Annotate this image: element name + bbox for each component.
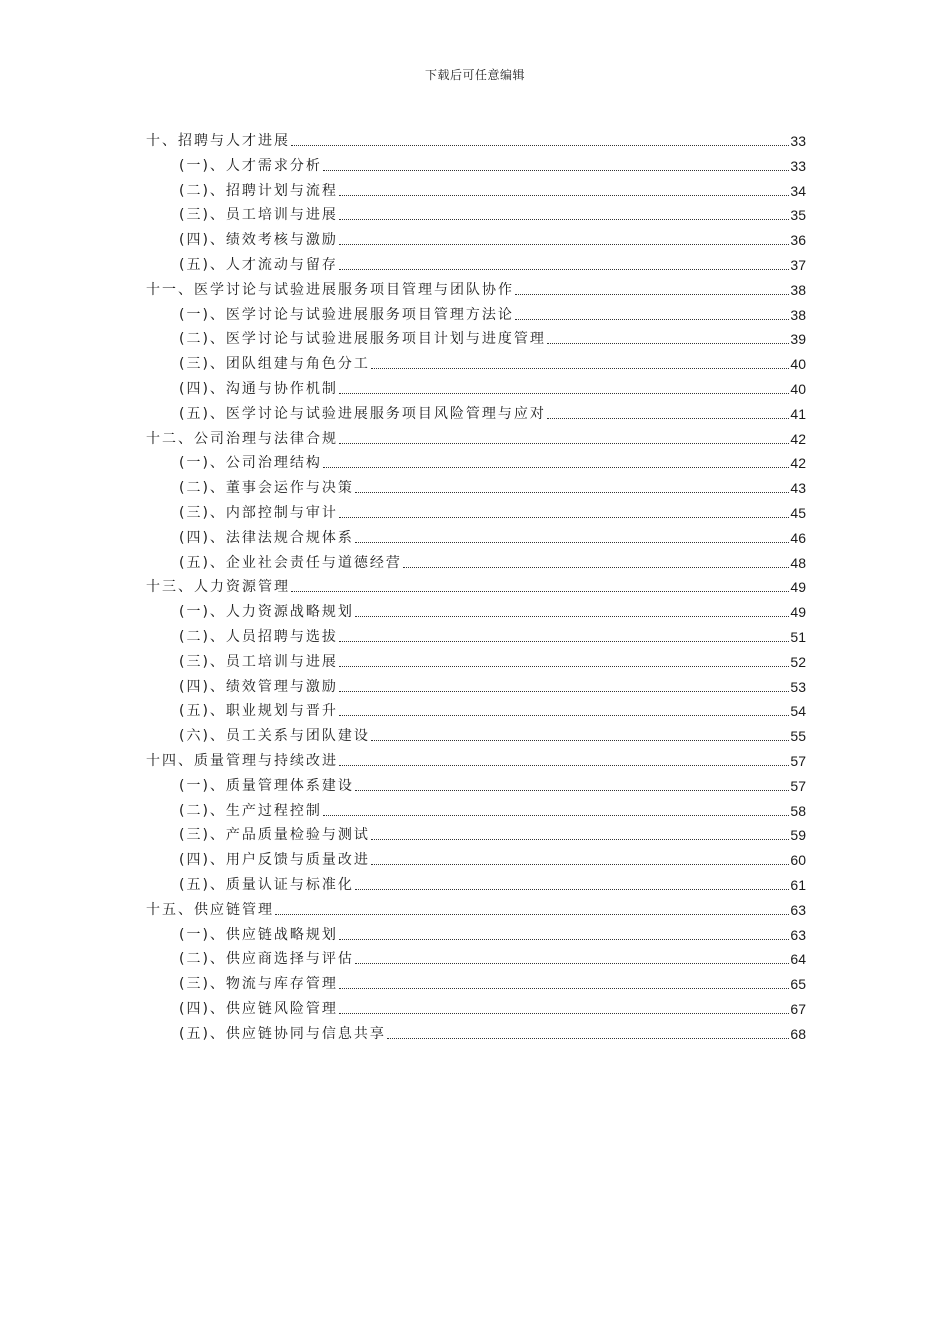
toc-entry-label: 十四、质量管理与持续改进: [146, 753, 338, 769]
toc-entry-label: 十二、公司治理与法律合规: [146, 430, 338, 447]
toc-entry-label: (五)、企业社会责任与道德经营: [179, 554, 402, 571]
toc-page-number: 54: [790, 703, 806, 720]
toc-dot-leader: [403, 566, 789, 568]
toc-section-entry[interactable]: [179, 250, 806, 274]
toc-page-number: 48: [790, 554, 806, 571]
toc-section-entry[interactable]: [179, 448, 806, 472]
toc-section-entry[interactable]: [179, 200, 806, 224]
toc-page-number: 42: [790, 455, 806, 472]
toc-dot-leader: [371, 863, 789, 865]
toc-entry-label: (六)、员工关系与团队建设: [179, 728, 370, 745]
toc-section-entry[interactable]: [179, 870, 806, 894]
toc-dot-leader: [275, 913, 789, 915]
toc-section-entry[interactable]: [179, 771, 806, 795]
toc-page-number: 33: [790, 157, 806, 174]
toc-entry-label: (二)、招聘计划与流程: [179, 182, 338, 199]
toc-page-number: 51: [790, 629, 806, 645]
toc-chapter-entry[interactable]: [146, 126, 806, 150]
toc-section-entry[interactable]: [179, 1019, 806, 1043]
toc-dot-leader: [339, 243, 789, 245]
toc-dot-leader: [547, 342, 789, 344]
toc-page-number: 65: [790, 976, 806, 993]
toc-section-entry[interactable]: [179, 225, 806, 249]
toc-entry-label: (四)、沟通与协作机制: [179, 381, 338, 397]
toc-entry-label: (五)、人才流动与留存: [179, 257, 338, 273]
toc-section-entry[interactable]: [179, 647, 806, 671]
toc-dot-leader: [339, 516, 789, 518]
toc-page-number: 52: [790, 653, 806, 670]
toc-page-number: 35: [790, 207, 806, 224]
toc-dot-leader: [355, 491, 789, 493]
toc-entry-label: (一)、人力资源战略规划: [179, 604, 354, 621]
toc-chapter-entry[interactable]: [146, 746, 806, 770]
toc-entry-label: (五)、质量认证与标准化: [179, 877, 354, 893]
toc-dot-leader: [355, 615, 789, 617]
toc-section-entry[interactable]: [179, 473, 806, 497]
toc-section-entry[interactable]: [179, 300, 806, 324]
toc-entry-label: (二)、人员招聘与选拔: [179, 629, 338, 645]
toc-dot-leader: [323, 169, 789, 171]
toc-dot-leader: [339, 268, 789, 270]
toc-page-number: 42: [790, 430, 806, 447]
toc-section-entry[interactable]: [179, 845, 806, 869]
toc-page-number: 34: [790, 182, 806, 199]
toc-page-number: 43: [790, 480, 806, 497]
toc-section-entry[interactable]: [179, 721, 806, 745]
toc-entry-label: (三)、内部控制与审计: [179, 505, 338, 521]
toc-page-number: 38: [790, 306, 806, 323]
toc-page-number: 37: [790, 257, 806, 273]
toc-section-entry[interactable]: [179, 820, 806, 844]
toc-section-entry[interactable]: [179, 994, 806, 1018]
toc-dot-leader: [339, 218, 789, 220]
toc-entry-label: (二)、供应商选择与评估: [179, 951, 354, 968]
toc-page-number: 38: [790, 281, 806, 298]
toc-dot-leader: [371, 367, 789, 369]
toc-dot-leader: [339, 194, 789, 196]
toc-dot-leader: [339, 392, 789, 394]
toc-page-number: 68: [790, 1025, 806, 1042]
toc-page-number: 45: [790, 505, 806, 521]
toc-dot-leader: [291, 144, 789, 146]
toc-entry-label: (四)、供应链风险管理: [179, 1001, 338, 1017]
toc-section-entry[interactable]: [179, 548, 806, 572]
toc-entry-label: (一)、公司治理结构: [179, 455, 322, 472]
toc-entry-label: (一)、供应链战略规划: [179, 926, 338, 943]
toc-page-number: 61: [790, 877, 806, 893]
toc-section-entry[interactable]: [179, 920, 806, 944]
toc-page-number: 49: [790, 579, 806, 596]
toc-dot-leader: [515, 318, 789, 320]
toc-section-entry[interactable]: [179, 696, 806, 720]
toc-page-number: 59: [790, 827, 806, 844]
toc-entry-label: (四)、绩效管理与激励: [179, 678, 338, 695]
toc-section-entry[interactable]: [179, 399, 806, 423]
toc-dot-leader: [339, 442, 789, 444]
toc-entry-label: (三)、员工培训与进展: [179, 207, 338, 224]
toc-dot-leader: [339, 714, 789, 716]
toc-dot-leader: [339, 938, 789, 940]
toc-chapter-entry[interactable]: [146, 895, 806, 919]
toc-dot-leader: [371, 838, 789, 840]
toc-entry-label: 十一、医学讨论与试验进展服务项目管理与团队协作: [146, 281, 514, 298]
toc-dot-leader: [339, 764, 789, 766]
toc-page-number: 46: [790, 529, 806, 546]
toc-entry-label: (三)、员工培训与进展: [179, 653, 338, 670]
toc-page-number: 33: [790, 133, 806, 149]
toc-page-number: 40: [790, 356, 806, 373]
toc-entry-label: 十三、人力资源管理: [146, 579, 290, 596]
toc-entry-label: (五)、供应链协同与信息共享: [179, 1025, 386, 1042]
toc-dot-leader: [323, 466, 789, 468]
toc-dot-leader: [355, 962, 789, 964]
toc-entry-label: (五)、职业规划与晋升: [179, 703, 338, 720]
toc-entry-label: (二)、生产过程控制: [179, 802, 322, 819]
toc-section-entry[interactable]: [179, 151, 806, 175]
toc-page-number: 63: [790, 926, 806, 943]
toc-page-number: 57: [790, 753, 806, 769]
toc-page-number: 63: [790, 901, 806, 918]
toc-dot-leader: [355, 541, 789, 543]
toc-entry-label: (二)、董事会运作与决策: [179, 480, 354, 497]
toc-page-number: 39: [790, 331, 806, 348]
toc-page-number: 36: [790, 232, 806, 249]
toc-dot-leader: [339, 640, 789, 642]
toc-section-entry[interactable]: [179, 324, 806, 348]
toc-page-number: 57: [790, 777, 806, 794]
toc-entry-label: (一)、质量管理体系建设: [179, 777, 354, 794]
toc-dot-leader: [339, 987, 789, 989]
toc-section-entry[interactable]: [179, 176, 806, 200]
toc-entry-label: (五)、医学讨论与试验进展服务项目风险管理与应对: [179, 405, 546, 422]
toc-entry-label: (四)、绩效考核与激励: [179, 232, 338, 249]
toc-entry-label: (一)、医学讨论与试验进展服务项目管理方法论: [179, 306, 514, 323]
toc-dot-leader: [371, 739, 789, 741]
toc-section-entry[interactable]: [179, 523, 806, 547]
toc-page-number: 49: [790, 604, 806, 621]
toc-section-entry[interactable]: [179, 672, 806, 696]
toc-chapter-entry[interactable]: [146, 572, 806, 596]
toc-section-entry[interactable]: [179, 597, 806, 621]
toc-page-number: 41: [790, 405, 806, 422]
toc-page-number: 64: [790, 951, 806, 968]
toc-page-number: 60: [790, 852, 806, 869]
toc-entry-label: (四)、法律法规合规体系: [179, 529, 354, 546]
toc-section-entry[interactable]: [179, 374, 806, 398]
toc-chapter-entry[interactable]: [146, 275, 806, 299]
toc-section-entry[interactable]: [179, 498, 806, 522]
toc-chapter-entry[interactable]: [146, 424, 806, 448]
toc-dot-leader: [291, 590, 789, 592]
toc-section-entry[interactable]: [179, 349, 806, 373]
toc-section-entry[interactable]: [179, 796, 806, 820]
toc-entry-label: (三)、物流与库存管理: [179, 976, 338, 993]
toc-entry-label: (二)、医学讨论与试验进展服务项目计划与进度管理: [179, 331, 546, 348]
page-header: 下载后可任意编辑: [424, 68, 525, 82]
toc-section-entry[interactable]: [179, 622, 806, 646]
toc-dot-leader: [339, 665, 789, 667]
toc-dot-leader: [339, 1012, 789, 1014]
toc-dot-leader: [355, 789, 789, 791]
toc-entry-label: 十五、供应链管理: [146, 901, 274, 918]
toc-entry-label: (四)、用户反馈与质量改进: [179, 852, 370, 869]
toc-entry-label: 十、招聘与人才进展: [146, 133, 290, 149]
toc-entry-label: (三)、产品质量检验与测试: [179, 827, 370, 844]
toc-section-entry[interactable]: [179, 969, 806, 993]
toc-page-number: 53: [790, 678, 806, 695]
toc-dot-leader: [387, 1037, 789, 1039]
toc-dot-leader: [547, 417, 789, 419]
toc-dot-leader: [515, 293, 789, 295]
toc-page-number: 55: [790, 728, 806, 745]
toc-entry-label: (三)、团队组建与角色分工: [179, 356, 370, 373]
toc-entry-label: (一)、人才需求分析: [179, 157, 322, 174]
toc-dot-leader: [355, 888, 789, 890]
toc-page-number: 40: [790, 381, 806, 397]
toc-page-number: 58: [790, 802, 806, 819]
toc-page-number: 67: [790, 1001, 806, 1017]
toc-section-entry[interactable]: [179, 944, 806, 968]
toc-dot-leader: [323, 814, 789, 816]
toc-dot-leader: [339, 690, 789, 692]
